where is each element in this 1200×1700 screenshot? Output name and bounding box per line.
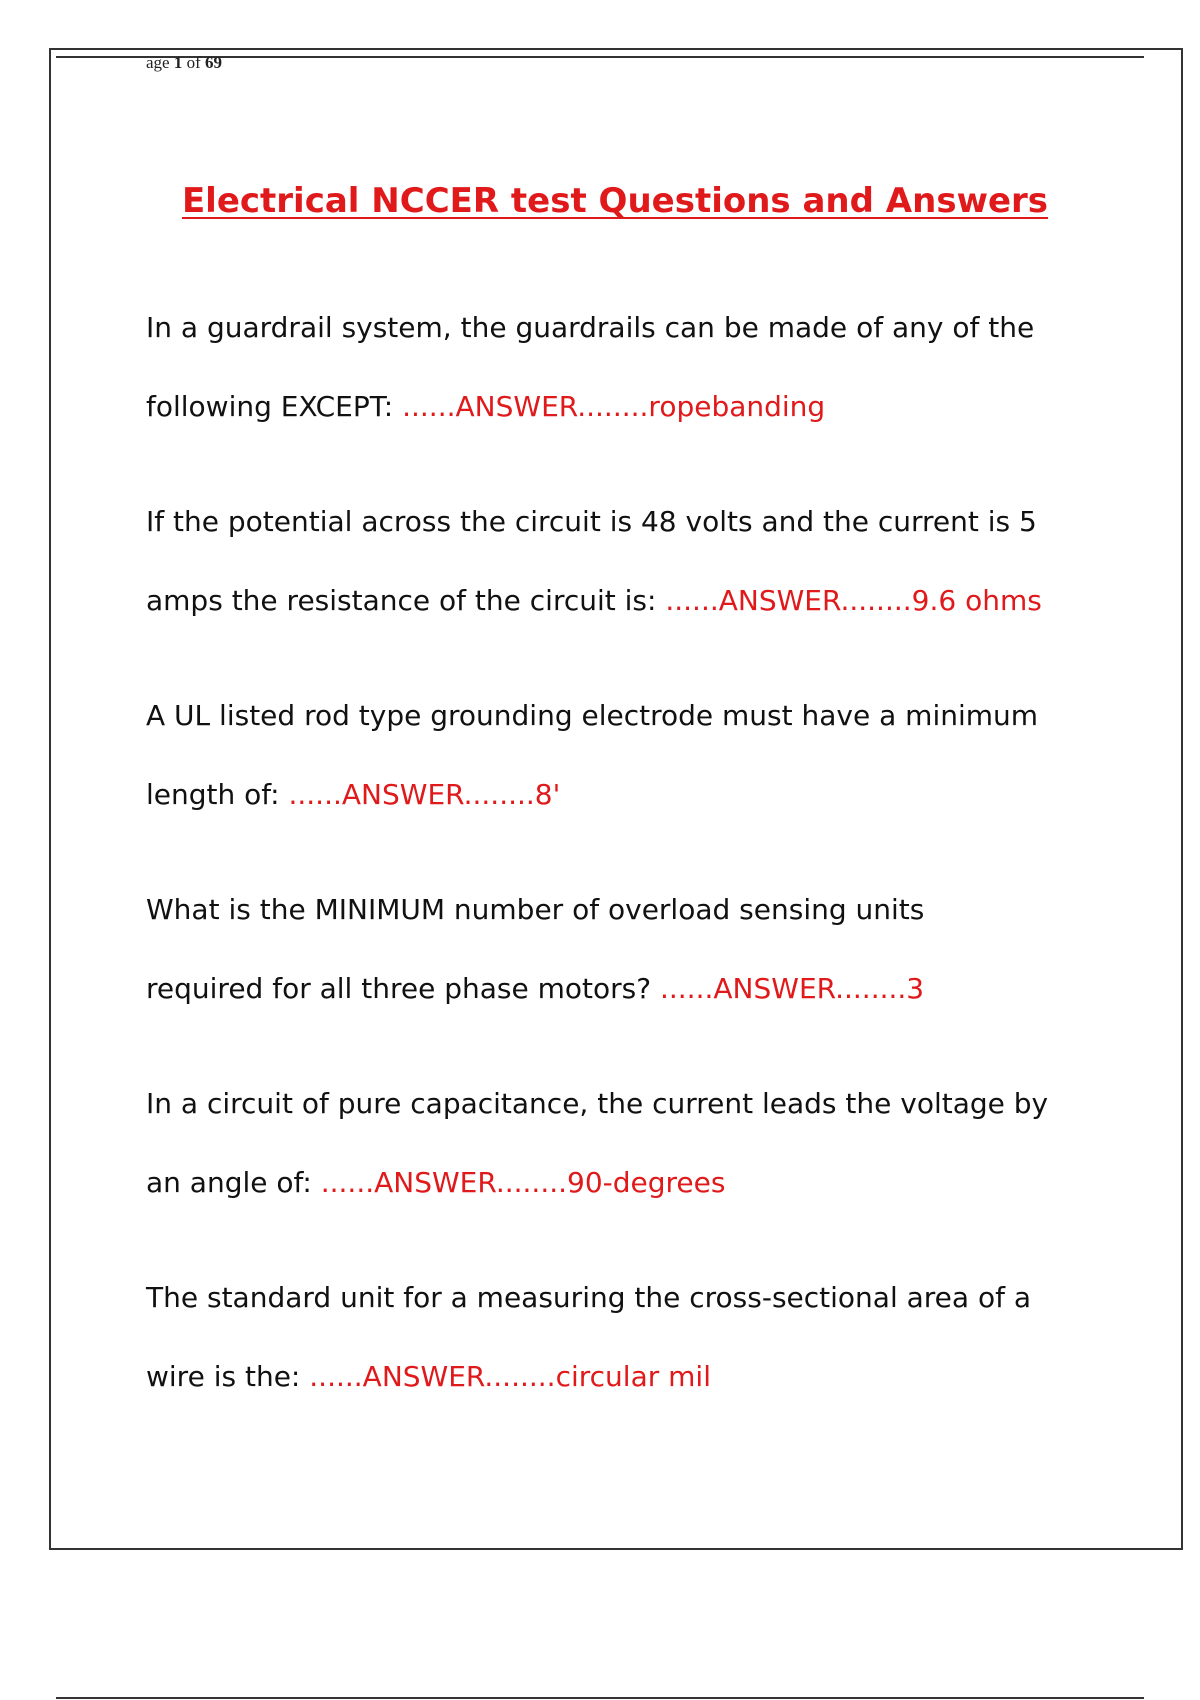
answer-text: ......ANSWER........3 xyxy=(659,972,925,1005)
page-of: of xyxy=(186,53,201,72)
page-indicator-prefix: age xyxy=(146,53,170,72)
question-block xyxy=(146,288,1146,446)
question-text-cont: following EXCEPT: xyxy=(146,390,403,423)
question-block xyxy=(146,676,1146,834)
page-indicator xyxy=(146,54,222,71)
question-continuation xyxy=(146,367,1146,446)
answer-text: ......ANSWER........8' xyxy=(288,778,561,811)
answer-text: ......ANSWER........ropebanding xyxy=(402,390,826,423)
question-block xyxy=(146,482,1146,640)
question-text: The standard unit for a measuring the cross-sectional area of a xyxy=(146,1281,1032,1314)
question-text: In a circuit of pure capacitance, the current leads the voltage by xyxy=(146,1087,1049,1120)
answer-text: ......ANSWER........90-degrees xyxy=(320,1166,726,1199)
question-text-cont: length of: xyxy=(146,778,289,811)
footer-rule xyxy=(56,1697,1144,1699)
question-text: What is the MINIMUM number of overload sensing units xyxy=(146,893,925,926)
question-text: In a guardrail system, the guardrails can be made of any of the xyxy=(146,311,1035,344)
question-continuation xyxy=(146,561,1146,640)
question-continuation xyxy=(146,1337,1146,1416)
question-text-cont: required for all three phase motors? xyxy=(146,972,660,1005)
question-text: If the potential across the circuit is 48 volts and the current is 5 xyxy=(146,505,1037,538)
document-title: Electrical NCCER test Questions and Answers xyxy=(181,181,1049,221)
question-continuation xyxy=(146,1143,1146,1222)
question-text: A UL listed rod type grounding electrode must have a minimum xyxy=(146,699,1039,732)
answer-text: ......ANSWER........circular mil xyxy=(309,1360,711,1393)
question-text-cont: amps the resistance of the circuit is: xyxy=(146,584,666,617)
question-block xyxy=(146,1258,1146,1416)
page-total: 69 xyxy=(205,53,223,72)
question-continuation xyxy=(146,755,1146,834)
question-text-cont: an angle of: xyxy=(146,1166,321,1199)
answer-text: ......ANSWER........9.6 ohms xyxy=(665,584,1042,617)
question-block xyxy=(146,870,1146,1028)
page-current: 1 xyxy=(173,53,183,72)
question-continuation xyxy=(146,949,1146,1028)
question-text-cont: wire is the: xyxy=(146,1360,310,1393)
question-block xyxy=(146,1064,1146,1222)
